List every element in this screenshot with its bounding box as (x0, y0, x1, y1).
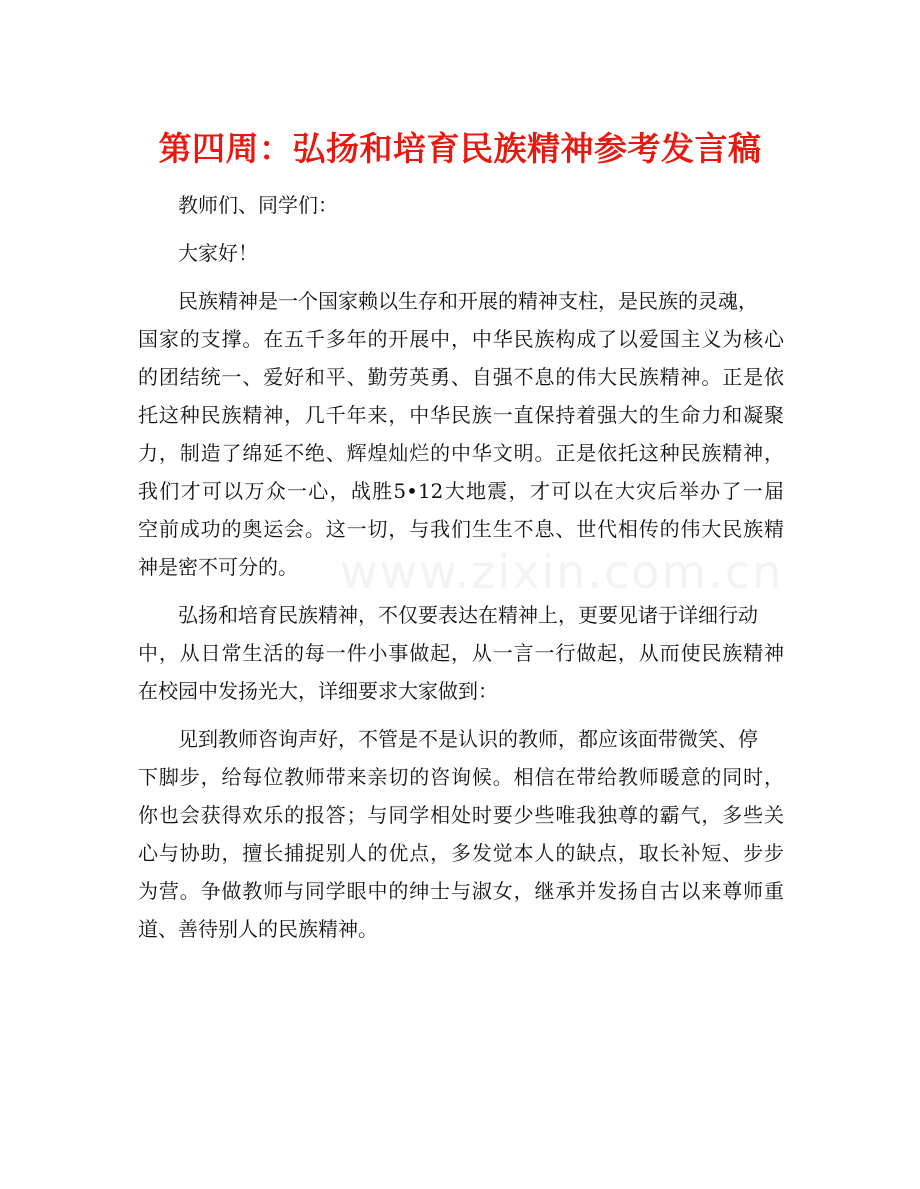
paragraph-gap (138, 272, 784, 282)
paragraph-line: 道、善待别人的民族精神。 (138, 917, 378, 941)
document-body (138, 186, 784, 948)
paragraph-line: 你也会获得欢乐的报答；与同学相处时要少些唯我独尊的霸气，多些关 (138, 803, 784, 827)
paragraph-gap (138, 710, 784, 720)
paragraph-line: 空前成功的奥运会。这一切，与我们生生不息、世代相传的伟大民族精 (138, 517, 784, 541)
paragraph-line: 为营。争做教师与同学眼中的绅士与淑女，继承并发扬自古以来尊师重 (138, 879, 784, 903)
paragraph-1 (138, 282, 784, 586)
paragraph-line: 国家的支撑。在五千多年的开展中，中华民族构成了以爱国主义为核心 (138, 327, 784, 351)
document-title: 第四周：弘扬和培育民族精神参考发言稿 (158, 129, 762, 168)
paragraph-gap (138, 224, 784, 234)
paragraph-line: 民族精神是一个国家赖以生存和开展的精神支柱，是民族的灵魂， (178, 289, 758, 313)
paragraph-line: 托这种民族精神，几千年来，中华民族一直保持着强大的生命力和凝聚 (138, 403, 784, 427)
paragraph-line: 中，从日常生活的每一件小事做起，从一言一行做起，从而使民族精神 (138, 641, 784, 665)
watermark: www.zixin.com.cn (340, 545, 784, 599)
paragraph-line: 心与协助，擅长捕捉别人的优点，多发觉本人的缺点，取长补短、步步 (138, 841, 784, 865)
paragraph-line: 在校园中发扬光大，详细要求大家做到： (138, 679, 498, 703)
paragraph-line: 下脚步，给每位教师带来亲切的咨询候。相信在带给教师暖意的同时， (138, 765, 784, 789)
paragraph-line: 神是密不可分的。 (138, 555, 298, 579)
paragraph-3 (138, 720, 784, 948)
paragraph-2 (138, 596, 784, 710)
paragraph-line: 我们才可以万众一心，战胜5•12大地震，才可以在大灾后举办了一届 (138, 479, 784, 503)
paragraph-line: 的团结统一、爱好和平、勤劳英勇、自强不息的伟大民族精神。正是依 (138, 365, 784, 389)
greeting: 大家好！ (178, 241, 258, 265)
paragraph-line: 弘扬和培育民族精神，不仅要表达在精神上，更要见诸于详细行动 (178, 603, 758, 627)
paragraph-gap (138, 586, 784, 596)
paragraph-line: 见到教师咨询声好，不管是不是认识的教师，都应该面带微笑、停 (178, 727, 758, 751)
paragraph-line: 力，制造了绵延不绝、辉煌灿烂的中华文明。正是依托这种民族精神， (138, 441, 784, 465)
salutation: 教师们、同学们： (178, 193, 338, 217)
